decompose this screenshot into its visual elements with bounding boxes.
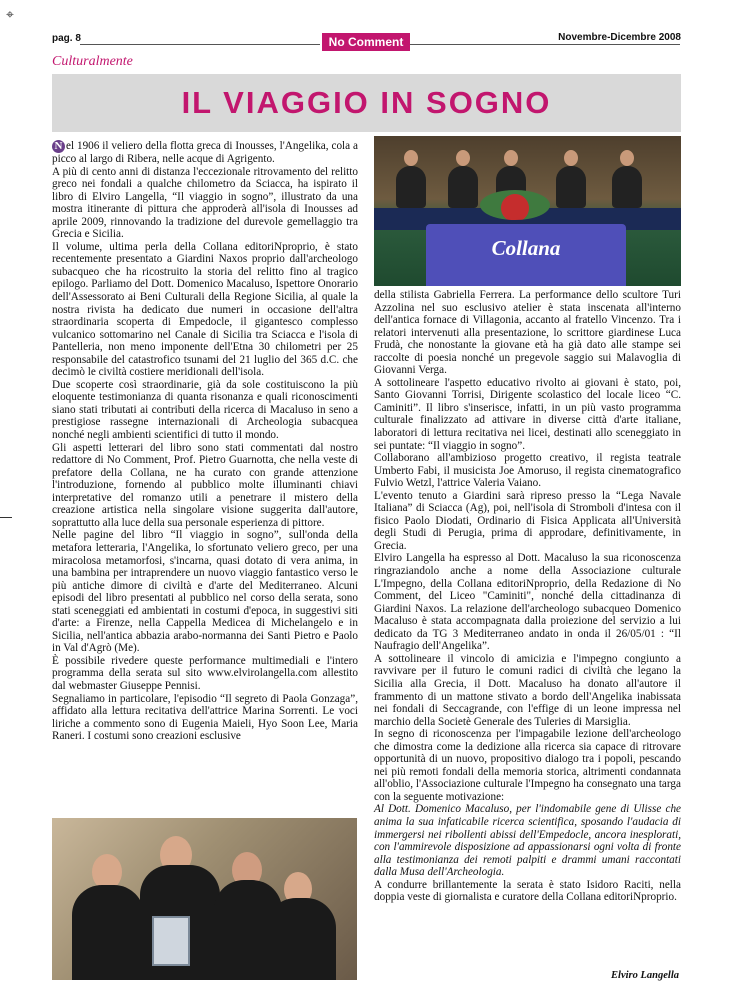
speaker [396, 166, 426, 208]
margin-tick [0, 517, 12, 518]
flower-bouquet [480, 190, 550, 220]
motivation-quote: Al Dott. Domenico Macaluso, per l'indomabile gene di Ulisse che anima la sua infaticabile ricerca scientifica, sposando l'audacia di immergersi nei ribollenti abissi dell'Empedocle, ancora inesplorati, con l'ammirevole disposizione ad appassionarsi ogni volta di fronte alla testimonianza dei remoti palpiti e drammi umani raccontati dalla Musa dell'Archeologia. [374, 803, 681, 879]
banner-text: Collana [491, 236, 561, 260]
paragraph: A sottolineare l'aspetto educativo rivolto ai giovani è stato, poi, Santo Giovanni Torrisi, Dirigente scolastico del locale liceo “C. Caminiti”. Il libro s'inserisce, infatti, in un più vasto programma culturale finalizzato ad attivare in diverse città d'arte italiane, laboratori di lettura recitativa nei licei, destinati allo sceneggiato in sei puntate: “Il viaggio in sogno”. [374, 376, 681, 452]
person [266, 898, 336, 980]
paragraph: Collaborano all'ambizioso progetto creativo, il regista teatrale Umberto Fabi, il musicista Joe Amoruso, il regista cinematografico Fulvio Wetzl, l'attrice Valeria Vaiano. [374, 452, 681, 490]
paragraph: N el 1906 il veliero della flotta greca di Inousses, l'Angelika, cola a picco al largo di Ribera, nelle acque di Agrigento. [52, 140, 358, 165]
paragraph: In segno di riconoscenza per l'impagabile lezione dell'archeologo che dimostra come la dedizione alla ricerca sia capace di ritrovare opportunità di un nuovo, propositivo dialogo tra i popoli, pescando nei più remoti fondali della memoria storica, altrimenti condannata all'oblio, l'Associazione culturale l'Impegno ha consegnato una targa con la seguente motivazione: [374, 728, 681, 803]
article-title: IL VIAGGIO IN SOGNO [181, 85, 552, 120]
speaker-head [504, 150, 518, 166]
paragraph: Due scoperte così straordinarie, già da sole costituiscono la più eloquente testimonianza di quanta risonanza e quali riconoscimenti siano stati tributati ai contributi della ricerca di Macaluso in seno a prestigiose rassegne internazionali di Archeologia subacquea nonché negli ambienti scientifici di tutto il mondo. [52, 378, 358, 442]
crop-mark-icon: ⌖ [6, 8, 14, 23]
paragraph: Segnaliamo in particolare, l'episodio “Il segreto di Paola Gonzaga”, affidato alla lettura recitativa dell'attrice Marina Sorrenti. Le voci liriche a commento sono di Eugenia Maieli, Hyo Soon Lee, Maria Raneri. I costumi sono creazioni esclusive [52, 692, 358, 743]
paragraph: della stilista Gabriella Ferrera. La performance dello scultore Turi Azzolina nel suo esclusivo atelier è stata inscenata all'interno dell'antica fornace di Villagonia, accanto al fratello Vincenzo. Tra i relatori intervenuti alla presentazione, lo scrittore giardinese Luca Frudà, che nonostante la giovane età ha già dato alle stampe sei raccolte di poesia nonché un pregevole saggio sui Malavoglia di Giovanni Verga. [374, 289, 681, 377]
speaker-head [620, 150, 634, 166]
speaker [556, 166, 586, 208]
paragraph: A condurre brillantemente la serata è stato Isidoro Raciti, nella doppia veste di giornalista e curatore della Collana editoriNproprio. [374, 878, 681, 904]
speaker [448, 166, 478, 208]
paragraph: Elviro Langella ha espresso al Dott. Macaluso la sua riconoscenza ringraziandolo anche a nome della Associazione culturale L'Impegno, della Collana editoriNproprio, della Redazione di No Comment, del Liceo "Caminiti", nonché della cittadinanza di Giardini Naxos. La relazione dell'archeologo subacqueo Domenico Macaluso è stata accompagnata dalla proiezione del servizio a lui dedicato da TG 3 Mediterraneo andato in onda il 26/05/01 : “Il Naufragio dell'Angelika”. [374, 552, 681, 653]
award-photo [52, 818, 357, 980]
paragraph: A sottolineare il vincolo di amicizia e l'impegno congiunto a ravvivare per il futuro le comuni radici di civiltà che legano la Sicilia alla Grecia, il Dott. Macaluso ha donato all'autore il frammento di un mattone stivato a bordo dell'Angelika inabissata nei fondali di Seccagrande, con l'effige di un leone impressa nel marchio della Societè Generale des Tuleries di Marsiglia. [374, 652, 681, 728]
speaker-head [404, 150, 418, 166]
section-label: Culturalmente [52, 54, 133, 69]
paragraph: Gli aspetti letterari del libro sono stati commentati dal nostro redattore di No Comment, Prof. Pietro Guarnotta, che nella veste di prefatore della Collana, ne ha curato con grande attenzione l'introduzione, fornendo al pubblico molte illuminanti chiavi interpretative del romanzo utili a penetrare il mistero della creazione artistica nella singolare visione suggerita dall'autore, soprattutto alla luce della sua personale esperienza di pittore. [52, 441, 358, 529]
speaker [612, 166, 642, 208]
paragraph: Il volume, ultima perla della Collana editoriNproprio, è stato recentemente presentato a Giardini Naxos proprio dall'archeologo subacqueo che ha ricostruito la storia del relitto fino al tragico epilogo. Parliamo del Dott. Domenico Macaluso, Ispettore Onorario dell'Assessorato ai Beni Culturali della Regione Sicilia, al quale la nostra rivista ha dedicato due numeri in occasione dell'altra straordinaria scoperta di Empedocle, il gigantesco complesso vulcanico sottomarino nel Canale di Sicilia tra Sciacca e l'isola di Pantelleria, non meno imponente dell'Etna 30 chilometri per 25 responsabile del catastrofico tsunami del 21 luglio del 365 d.C. che decimò le civiltà costiere meridionali dell'isola. [52, 240, 358, 379]
paragraph: È possibile rivedere queste performance multimediali e l'intero programma della serata sul sito www.elvirolangella.com allestito dal webmaster Giuseppe Pennisi. [52, 654, 358, 692]
title-band [52, 74, 681, 132]
speaker-head [564, 150, 578, 166]
speaker-head [456, 150, 470, 166]
article-column-left [52, 140, 358, 743]
author-signature: Elviro Langella [611, 970, 679, 981]
conference-photo [374, 136, 681, 286]
header-rule-left [80, 44, 320, 45]
paragraph: L'evento tenuto a Giardini sarà ripreso presso la “Lega Navale Italiana” di Sciacca (Ag), poi, nell'isola di Stromboli d'intesa con il fisico Paolo Diodati, Ordinario di Fisica Applicata all'Università degli Studi di Perugia, prima di approdare, definitivamente, in Grecia. [374, 489, 681, 552]
person [72, 885, 144, 980]
article-column-right [374, 289, 681, 904]
issue-date: Novembre-Dicembre 2008 [558, 32, 681, 43]
header-rule-right [410, 44, 680, 45]
magazine-tag: No Comment [322, 33, 410, 51]
page-number: pag. 8 [52, 33, 81, 44]
award-plaque [152, 916, 190, 966]
drop-cap: N [52, 140, 65, 153]
collana-banner [426, 224, 626, 286]
paragraph: A più di cento anni di distanza l'eccezionale ritrovamento del relitto greco nei fondali a qualche chilometro da Sciacca, ha ispirato il libro di Elviro Langella, “Il viaggio in sogno”, illustrato da una mostra itinerante di pittura che approderà all'isola di Inousses ad aprile 2009, rinnovando la tradizione del durevole gemellaggio tra Grecia e Sicilia. [52, 165, 358, 241]
paragraph: Nelle pagine del libro “Il viaggio in sogno”, sull'onda della metafora letteraria, l'Angelika, lo sfortunato veliero greco, per una miracolosa metamorfosi, s'incarna, quasi dotato di vera anima, in una bambina per intraprendere un nuovo viaggio fantastico verso le più antiche dimore di civiltà e d'arte del Mediterraneo. Alcuni episodi del libro presentati al pubblico nel corso della serata, sono stati sceneggiati ed ambientati in costumi d'epoca, in suggestivi siti d'arte: a Firenze, nella Cappella Medicea di Michelangelo e in Sicilia, nell'antica abbazia arabo-normanna dei Santi Pietro e Paolo in Val d'Agrò (Me). [52, 529, 358, 655]
